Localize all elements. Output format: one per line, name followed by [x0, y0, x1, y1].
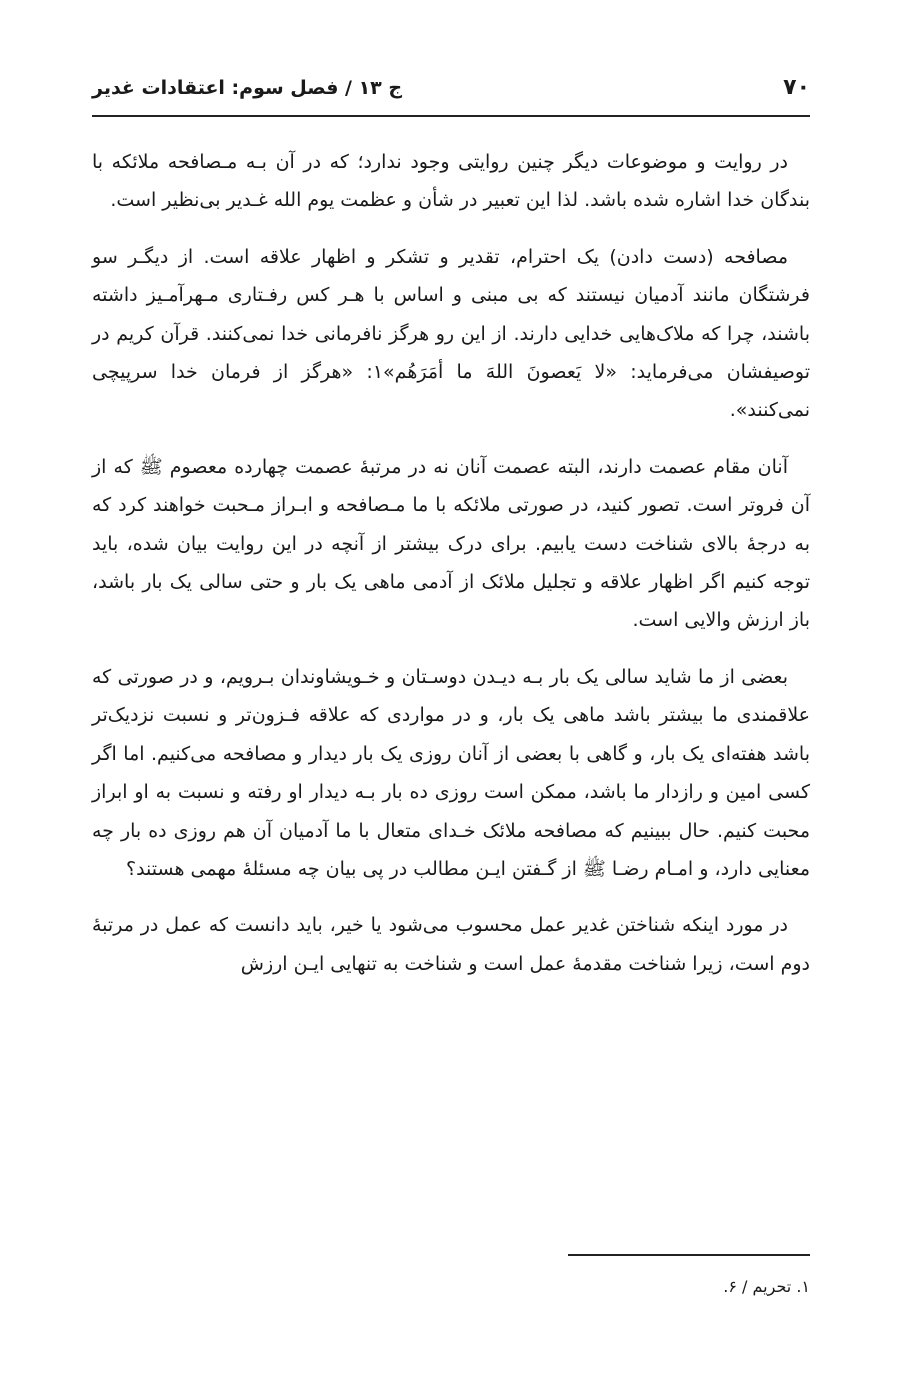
paragraph: در مورد اینکه شناختن غدیر عمل محسوب می‌شود یا خیر، باید دانست که عمل در مرتبهٔ دوم است، زیرا شناخت مقدمهٔ عمل است و شناخت به تنهایی ایـن ارزش [92, 914, 810, 975]
body-text [92, 143, 810, 983]
page-number: ۷۰ [783, 75, 810, 100]
header-rule [92, 115, 810, 117]
running-title: ج ۱۳ / فصل سوم: اعتقادات غدیر [92, 77, 403, 99]
footnote-rule [568, 1254, 810, 1256]
footnote: ۱. تحریم / ۶. [723, 1277, 810, 1296]
paragraph: بعضی از ما شاید سالی یک بار بـه دیـدن دوسـتان و خـویشاوندان بـرویم، و در صورتی که علاقمندی ما بیشتر باشد ماهی یک بار، و در مواردی که علاقه فـزون‌تر و نسبت نزدیک‌تر باشد هفته‌ای یک بار، و گاهی با بعضی از آنان روزی یک بار دیدار و مصافحه می‌کنیم. اما اگر کسی امین و رازدار ما باشد، ممکن است روزی ده بار بـه دیدار او رفته و نسبت به او ابراز محبت کنیم. حال ببینیم که مصافحه ملائک خـدای متعال با ما آدمیان آن هم روزی ده بار چه معنایی دارد، و امـام رضـا ﷺ از گـفتن ایـن مطالب در پی بیان چه مسئلهٔ مهمی هستند؟ [92, 665, 810, 880]
paragraph: آنان مقام عصمت دارند، البته عصمت آنان نه در مرتبهٔ عصمت چهارده معصوم ﷺ که از آن فروتر است. تصور کنید، در صورتی ملائکه با ما مـصافحه و ابـراز مـحبت خواهند کرد که به درجهٔ بالای شناخت دست یابیم. برای درک بیشتر از آنچه در این روایت بیان شده، باید توجه کنیم اگر اظهار علاقه و تجلیل ملائک از آدمی ماهی یک بار و حتی سالی یک بار باشد، باز ارزش والایی است. [92, 455, 810, 632]
paragraph: مصافحه (دست دادن) یک احترام، تقدیر و تشکر و اظهار علاقه است. از دیگـر سو فرشتگان مانند آدمیان نیستند که بی مبنی و اساس با هـر کس رفـتاری مـهرآمـیز داشته باشند، چرا که ملاک‌هایی خدایی دارند. از این رو هرگز نافرمانی خدا نمی‌کنند. قرآن کریم در توصیفشان می‌فرماید: «لا یَعصونَ اللهَ ما أمَرَهُم»۱: «هرگز از فرمان خدا سرپیچی نمی‌کنند». [92, 245, 810, 422]
page-header [92, 72, 810, 108]
paragraph: در روایت و موضوعات دیگر چنین روایتی وجود ندارد؛ که در آن بـه مـصافحه ملائکه با بندگان خدا اشاره شده باشد. لذا این تعبیر در شأن و عظمت یوم الله غـدیر بی‌نظیر است. [92, 151, 810, 212]
